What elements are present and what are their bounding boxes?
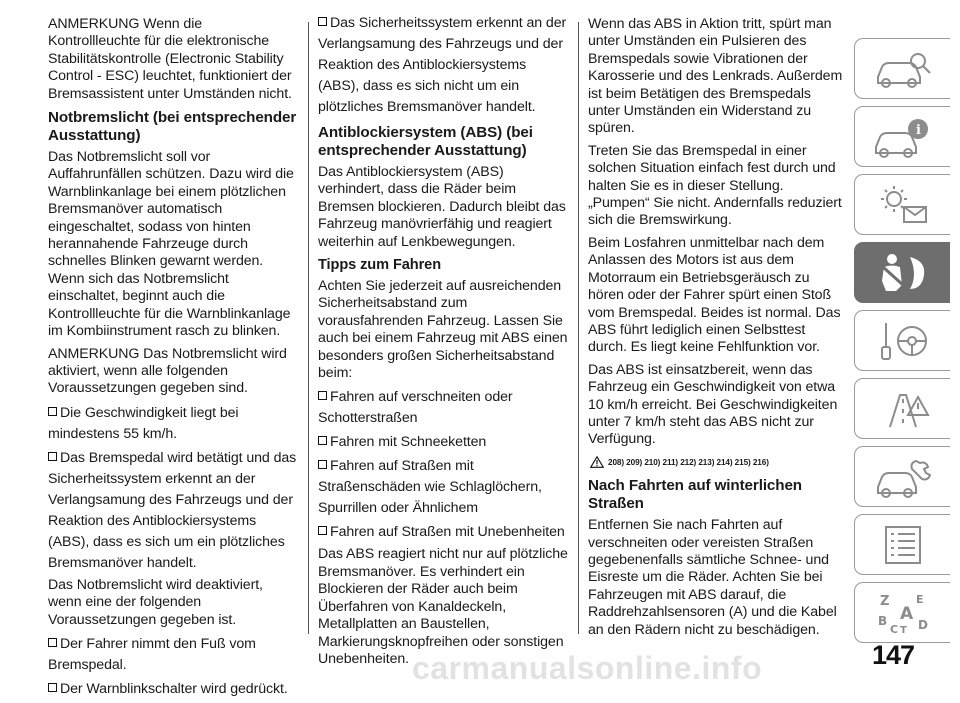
note-esc: ANMERKUNG Wenn die Kontrollleuchte für die elektronische Stabilitätskontrolle (Electronic Stability Control - ESC) leuchtet, funktioniert der Bremsassistent unter Umständen nicht. xyxy=(48,16,292,102)
bullet-item: Der Warnblinkschalter wird gedrückt. xyxy=(48,679,298,700)
checklist-icon xyxy=(872,523,934,567)
bullet-item: Der Fahrer nimmt den Fuß vom Bremspedal. xyxy=(48,635,256,673)
car-search-icon xyxy=(872,47,934,91)
bullet-square-icon xyxy=(318,391,327,400)
column-divider-1 xyxy=(308,22,309,634)
paragraph-deactivation: Das Notbremslicht wird deaktiviert, wenn eine der folgenden Voraussetzungen gegeben ist. xyxy=(48,576,263,628)
bullet-item: Die Geschwindigkeit liegt bei mindestens 55 km/h. xyxy=(48,404,239,442)
bullet-square-icon xyxy=(318,460,327,469)
heading-tipps: Tipps zum Fahren xyxy=(318,257,442,274)
index-letter: C xyxy=(889,622,898,635)
tab-wrench-car[interactable] xyxy=(854,446,950,507)
lights-icon xyxy=(872,183,934,227)
bullet-square-icon xyxy=(318,17,327,26)
warning-references: 208) 209) 210) 211) 212) 213) 214) 215) 216) xyxy=(590,454,844,471)
index-letter: D xyxy=(917,617,928,632)
column-2 xyxy=(318,16,568,673)
tab-warning-road[interactable] xyxy=(854,378,950,439)
heading-winter: Nach Fahrten auf winterlichen Straßen xyxy=(588,477,802,513)
index-icon xyxy=(872,591,934,635)
bullet-item: Fahren auf Straßen mit Unebenheiten xyxy=(318,522,568,543)
tab-checklist[interactable] xyxy=(854,514,950,575)
index-letter: T xyxy=(899,624,907,635)
bullet-item: Das Sicherheitssystem erkennt an der Verlangsamung des Fahrzeugs und der Reaktion des Antiblockiersystems (ABS), dass es sich nicht um ein plötzliches Bremsmanöver handelt. xyxy=(318,15,567,115)
tab-index[interactable] xyxy=(854,582,950,643)
column-1 xyxy=(48,16,298,703)
paragraph-tipps: Achten Sie jederzeit auf ausreichenden Sicherheitsabstand zum vorausfahrenden Fahrzeug. Lassen Sie auch bei einem Fahrzeug mit ABS einen besonders großen Sicherheitsabstand beim: xyxy=(318,278,568,382)
paragraph-winter: Entfernen Sie nach Fahrten auf verschneiten oder vereisten Straßen gegebenenfalls sämtliche Schnee- und Eisreste um die Räder. Achten Sie bei Fahrzeugen mit ABS darauf, die Raddrehzahlsensoren (A) und die Kabel an den Rädern nicht zu beschädigen. xyxy=(588,517,837,638)
bullet-square-icon xyxy=(48,407,57,416)
index-letter: E xyxy=(915,592,924,606)
svg-text:i: i xyxy=(915,122,921,138)
paragraph-notbremslicht: Das Notbremslicht soll vor Auffahrunfällen schützen. Dazu wird die Warnblinkanlage bei einem plötzlichen Bremsmanöver automatisch eingeschaltet, sodass von hinten herannahende Fahrzeuge durch schnelles Blinken gewarnt werden. Wenn sich das Notbremslicht einschaltet, beginnt auch die Kontrollleuchte für die Warnblinkanlage im Kombiinstrument rasch zu blinken. xyxy=(48,149,294,340)
bullet-item: Fahren mit Schneeketten xyxy=(318,432,568,453)
tab-lights[interactable] xyxy=(854,174,950,235)
paragraph-selftest: Beim Losfahren unmittelbar nach dem Anlassen des Motors ist aus dem Motorraum ein Betriebsgeräusch zu hören oder der Fahrer spürt einen Stoß vom Bremspedal. Beides ist normal. Das ABS führt lediglich einen Selbsttest durch. Es liegt keine Fehlfunktion vor. xyxy=(588,234,841,356)
bullet-square-icon xyxy=(48,638,57,647)
paragraph-abs-action: Wenn das ABS in Aktion tritt, spürt man unter Umständen ein Pulsieren des Bremspedals sowie Vibrationen der Karosserie und des Lenkrads. Außerdem ist beim Betätigen des Bremspedals unter Umständen ein Widerstand zu spüren. xyxy=(588,16,843,137)
note-activation: ANMERKUNG Das Notbremslicht wird aktiviert, wenn alle folgenden Voraussetzungen gegeben sind. xyxy=(48,345,287,397)
bullet-item: Fahren auf Straßen mit Straßenschäden wie Schlaglöchern, Spurrillen oder Ähnlichem xyxy=(318,458,542,517)
paragraph-pedal: Treten Sie das Bremspedal in einer solchen Situation einfach fest durch und halten Sie es in dieser Stellung. „Pumpen“ Sie nicht. Andernfalls reduziert sich die Bremswirkung. xyxy=(588,142,842,229)
seatbelt-airbag-icon xyxy=(872,251,934,295)
heading-notbremslicht: Notbremslicht (bei entsprechender Ausstattung) xyxy=(48,109,297,145)
watermark: carmanualsonline.info xyxy=(412,650,763,686)
page-number: 147 xyxy=(872,640,915,670)
warning-triangle-icon xyxy=(590,456,604,468)
bullet-square-icon xyxy=(48,452,57,461)
bullet-square-icon xyxy=(48,683,57,692)
bullet-item: Fahren auf verschneiten oder Schotterstraßen xyxy=(318,389,513,427)
index-letter: B xyxy=(877,613,887,628)
bullet-square-icon xyxy=(318,436,327,445)
column-3 xyxy=(588,16,844,644)
car-info-icon xyxy=(872,115,934,159)
key-steering-icon xyxy=(872,319,934,363)
bullet-square-icon xyxy=(318,526,327,535)
tab-key-steering[interactable] xyxy=(854,310,950,371)
chapter-tabs xyxy=(854,38,950,650)
tab-car-search[interactable] xyxy=(854,38,950,99)
paragraph-abs: Das Antiblockiersystem (ABS) verhindert, dass die Räder beim Bremsen blockieren. Dadurch bleibt das Fahrzeug manövrierfähig und reagiert weiterhin auf Lenkbewegungen. xyxy=(318,164,566,250)
bullet-item: Das Bremspedal wird betätigt und das Sicherheitssystem erkennt an der Verlangsamung des Fahrzeugs und der Reaktion des Antiblockiersystems (ABS), dass es sich um ein plötzliches Bremsmanöver handelt. xyxy=(48,449,297,571)
index-letter: Z xyxy=(879,593,889,609)
tab-car-info[interactable] xyxy=(854,106,950,167)
index-letter: A xyxy=(899,603,913,624)
heading-abs: Antiblockiersystem (ABS) (bei entsprechender Ausstattung) xyxy=(318,124,533,159)
warning-road-icon xyxy=(872,387,934,431)
paragraph-ready: Das ABS ist einsatzbereit, wenn das Fahrzeug ein Geschwindigkeit von etwa 10 km/h erreicht. Bei Geschwindigkeiten unter 7 km/h steht das ABS nicht zur Verfügung. xyxy=(588,361,838,448)
paragraph-abs-reaction: Das ABS reagiert nicht nur auf plötzliche Bremsmanöver. Es verhindert ein Blockieren der Räder auch beim Überfahren von Kanaldeckeln, Metallplatten an Baustellen, Markierungsknopfreihen oder sonstigen Unebenheiten. xyxy=(318,546,568,667)
wrench-car-icon xyxy=(872,455,934,499)
column-divider-2 xyxy=(578,22,579,634)
tab-seatbelt-airbag[interactable] xyxy=(854,242,950,303)
